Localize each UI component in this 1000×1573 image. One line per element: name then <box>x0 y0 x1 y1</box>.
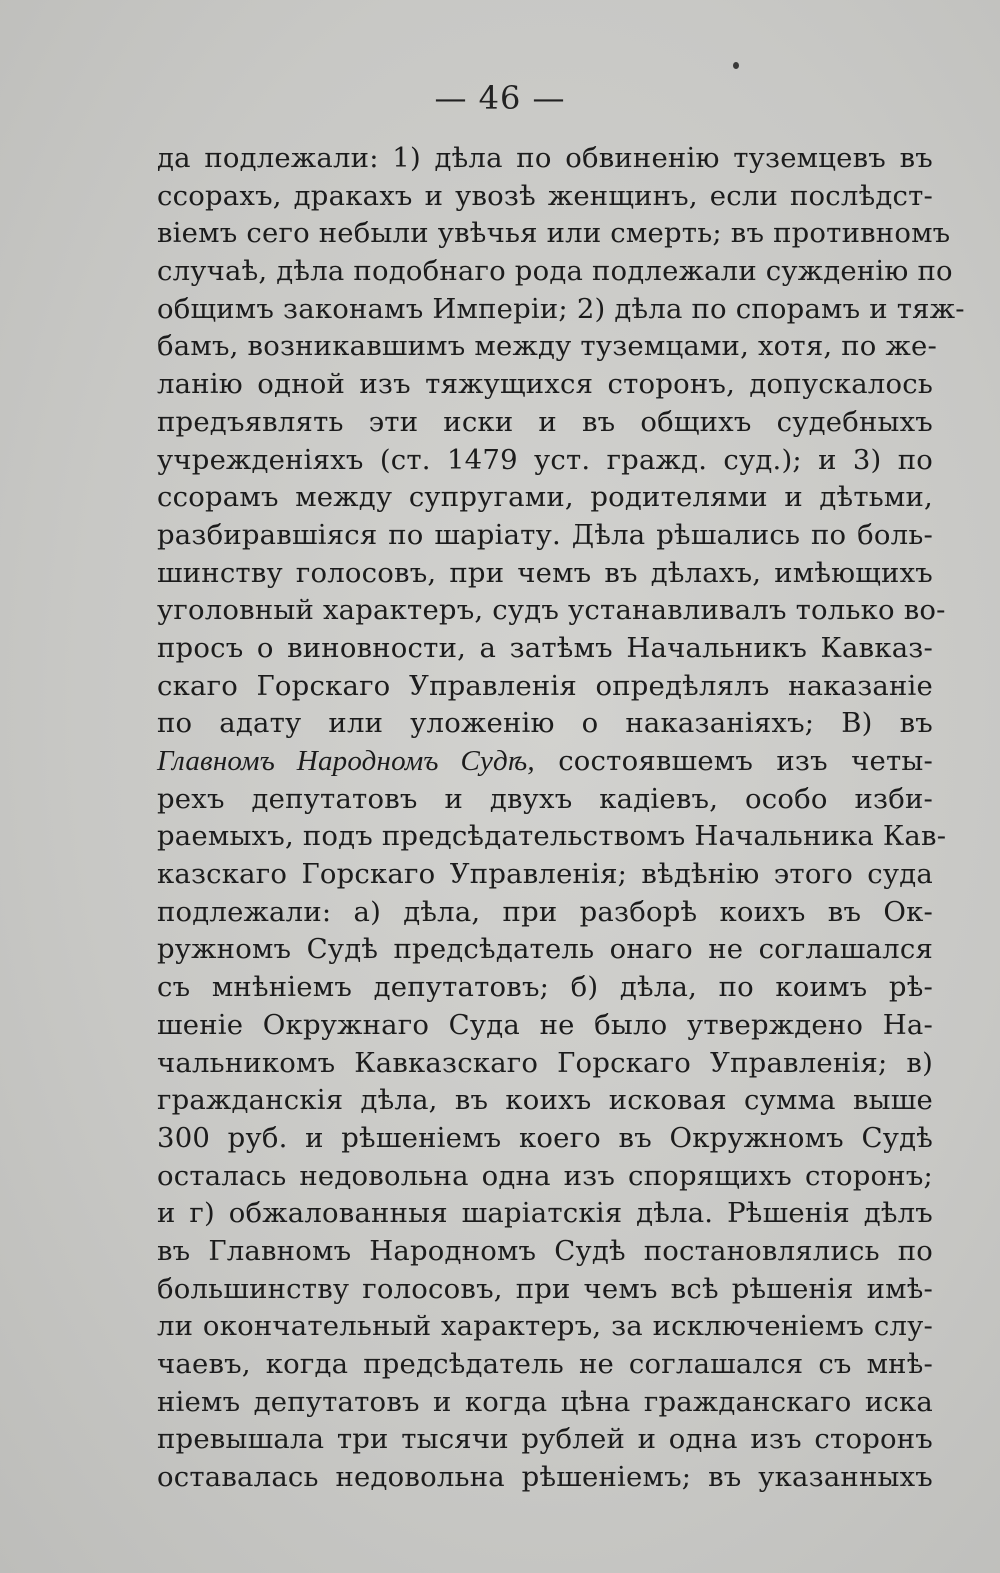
text-line: и г) обжалованныя шаріатскія дѣла. Рѣшенія дѣлъ <box>157 1197 933 1230</box>
text-line: гражданскія дѣла, въ коихъ исковая сумма выше <box>157 1084 933 1117</box>
text-line: шинству голосовъ, при чемъ въ дѣлахъ, имѣющихъ <box>157 556 933 589</box>
text-line: въ Главномъ Народномъ Судѣ постановлялись по <box>157 1234 933 1267</box>
text-line: ружномъ Судѣ предсѣдатель онаго не соглашался <box>157 933 933 966</box>
page-number <box>0 76 1000 120</box>
text-line: подлежали: а) дѣла, при разборѣ коихъ въ Ок- <box>157 895 933 928</box>
text-line: 300 руб. и рѣшеніемъ коего въ Окружномъ Судѣ <box>157 1121 933 1154</box>
text-line: шеніе Окружнаго Суда не было утверждено На- <box>157 1008 933 1041</box>
text-line: чаевъ, когда предсѣдатель не соглашался съ мнѣ- <box>157 1348 933 1380</box>
text-line: ланію одной изъ тяжущихся сторонъ, допускалось <box>157 368 933 401</box>
ink-speck <box>733 62 739 69</box>
text-line <box>157 743 933 781</box>
text-line: ніемъ депутатовъ и когда цѣна гражданскаго иска <box>157 1385 933 1418</box>
text-line: чальникомъ Кавказскаго Горскаго Управленія; в) <box>157 1046 933 1079</box>
text-line: оставалась недовольна рѣшеніемъ; въ указанныхъ <box>157 1461 933 1494</box>
text-line: осталась недовольна одна изъ спорящихъ сторонъ; <box>157 1159 933 1192</box>
court-name-italic: Главномъ Народномъ Судѣ, <box>157 745 535 777</box>
text-line: случаѣ, дѣла подобнаго рода подлежали сужденію по <box>157 255 953 288</box>
text-line: предъявлять эти иски и въ общихъ судебныхъ <box>157 405 933 438</box>
text-line: по адату или уложенію о наказаніяхъ; B) въ <box>157 707 933 740</box>
text-line: учрежденіяхъ (ст. 1479 уст. гражд. суд.); и 3) по <box>157 443 933 476</box>
text-line: рехъ депутатовъ и двухъ кадіевъ, особо изби- <box>157 782 933 815</box>
text-line: ли окончательный характеръ, за исключеніемъ слу- <box>157 1310 933 1343</box>
text-line: уголовный характеръ, судъ устанавливалъ только во- <box>157 594 946 627</box>
text-line: віемъ сего небыли увѣчья или смерть; въ противномъ <box>157 217 951 250</box>
text-line: ссорахъ, дракахъ и увозѣ женщинъ, если послѣдст- <box>157 179 933 212</box>
text-line: раемыхъ, подъ предсѣдательствомъ Начальника Кав- <box>157 820 947 853</box>
text-line: скаго Горскаго Управленія опредѣлялъ наказаніе <box>157 669 933 702</box>
text-line: большинству голосовъ, при чемъ всѣ рѣшенія имѣ- <box>157 1272 933 1305</box>
page-number-text: — 46 — <box>434 79 566 117</box>
text-line: съ мнѣніемъ депутатовъ; б) дѣла, по коимъ рѣ- <box>157 971 933 1004</box>
text-line: общимъ законамъ Имперіи; 2) дѣла по спорамъ и тяж- <box>157 292 965 325</box>
text-line: казскаго Горскаго Управленія; вѣдѣнію этого суда <box>157 858 933 891</box>
text-line: ссорамъ между супругами, родителями и дѣтьми, <box>157 481 933 514</box>
body-text <box>157 140 965 1497</box>
text-line-rest: состоявшемъ изъ четы- <box>534 745 933 777</box>
text-line: превышала три тысячи рублей и одна изъ сторонъ <box>157 1423 933 1456</box>
text-line: разбиравшіяся по шаріату. Дѣла рѣшались по боль- <box>157 518 933 551</box>
text-line: просъ о виновности, а затѣмъ Начальникъ Кавказ- <box>157 631 933 664</box>
text-line: да подлежали: 1) дѣла по обвиненію туземцевъ въ <box>157 142 933 174</box>
text-line: бамъ, возникавшимъ между туземцами, хотя, по же- <box>157 330 937 363</box>
